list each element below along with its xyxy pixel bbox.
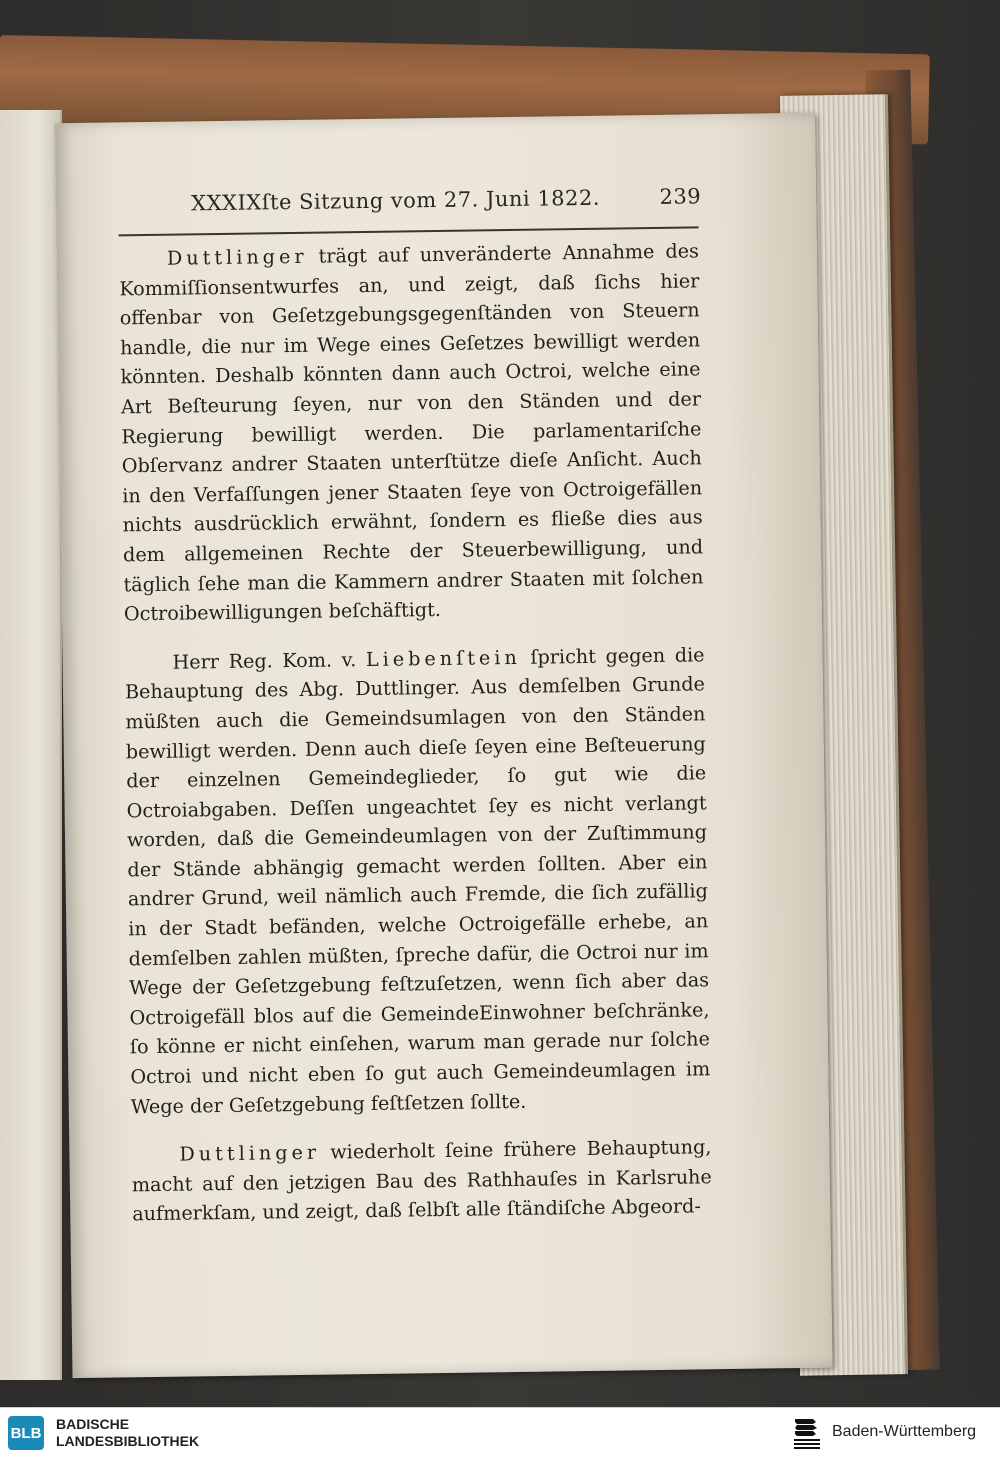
page-number: 239 [659,184,702,209]
blb-logo[interactable]: BLB [8,1416,44,1450]
paragraph-text: ſpricht gegen die Behauptung des Abg. Duttlinger. Aus demſelben Grunde müßten auch die Gemeindsumlagen von den Ständen bewilligt werden. Denn auch dieſe ſeyen eine Beſteuerung der einzelnen Gemeindeglieder, ſo gut wie die Octroiabgaben. Deſſen ungeachtet ſey es nicht verlangt worden, daß die Gemeindeumlagen von der Zuſtimmung der Stände abhängig gemacht werden ſollten. Aber ein andrer Grund, weil nämlich auch Fremde, die ſich zufällig in der Stadt befänden, welche Octroigefälle erhebe, an demſelben zahlen müßten, ſpreche dafür, die Octroi nur im Wege der Geſetzgebung feſtzuſetzen, wenn ſich aber das Octroigefäll blos auf die GemeindeEinwohner beſchränke, ſo könne er nicht einſehen, warum man gerade nur ſolche Octroi und nicht eben ſo gut auch Gemeindeumlagen im Wege der Geſetzgebung feſtſetzen ſollte. [124,643,711,1118]
paragraph-3 [131,1132,712,1229]
speaker-name: Duttlinger [166,244,308,270]
library-name-line2: LANDESBIBLIOTHEK [56,1433,200,1449]
speaker-name: Liebenſtein [365,645,521,671]
speaker-prefix: Herr Reg. Kom. v. [172,647,367,674]
baden-wuerttemberg-lions-icon[interactable] [792,1415,822,1451]
book-page [55,113,832,1378]
library-name[interactable] [56,1416,199,1450]
paragraph-text: trägt auf unveränderte Annahme des Kommiſſionsentwurfes an, und zeigt, daß ſichs hier offenbar von Geſetzgebungsgegenſtänden von Steuern handle, die nur im Wege eines Geſetzes bewilligt werden könnten. Deshalb könnten dann auch Octroi, welche eine Art Beſteurung ſeyen, nur von den Ständen und der Regierung bewilligt werden. Die parlamentariſche Obſervanz andrer Staaten unterſtütze dieſe Anſicht. Auch in den Verfaſſungen jener Staaten ſeye von Octroigefällen nichts ausdrücklich erwähnt, ſondern es fließe dies aus dem allgemeinen Rechte der Steuerbewilligung, und täglich ſehe man die Kammern andrer Staaten mit ſolchen Octroibewilligungen beſchäftigt. [119,239,704,626]
paragraph-2 [124,640,711,1122]
paragraph-1 [119,236,704,629]
state-name[interactable]: Baden-Württemberg [832,1423,977,1440]
running-header [191,184,701,215]
page-body [119,236,713,1229]
paragraph-text: wiederholt ſeine frühere Behauptung, macht auf den jetzigen Bau des Rathhauſes in Karlsruhe aufmerkſam, und zeigt, daß ſelbſt alle ſtändiſche Abgeord- [131,1135,712,1226]
viewer-footer [0,1407,1000,1458]
header-title: XXXIXſte Sitzung vom 27. Juni 1822. [191,185,601,216]
header-rule [119,226,699,236]
speaker-name: Duttlinger [179,1140,321,1166]
left-page-edge [0,110,62,1380]
library-name-line1: BADISCHE [56,1416,130,1432]
